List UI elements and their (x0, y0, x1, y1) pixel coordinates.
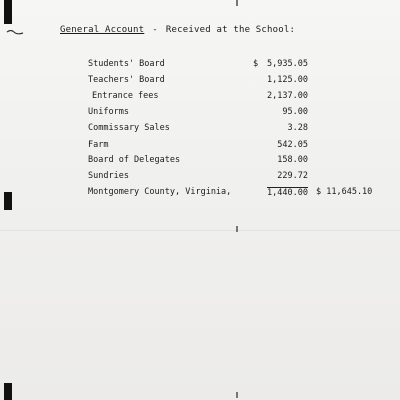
entry-amount: 158.00 (277, 155, 308, 165)
account-heading: General Account (60, 25, 145, 35)
entry-label: Farm (88, 140, 109, 150)
entry-label: Montgomery County, Virginia, (88, 187, 232, 197)
ledger-row (0, 75, 400, 87)
entry-label: Commissary Sales (88, 123, 170, 133)
currency-symbol: $ (253, 59, 259, 69)
binder-hole-mark (4, 383, 12, 400)
title-separator: - (152, 25, 158, 35)
entry-label: Teachers' Board (88, 75, 165, 85)
paper-fold-line (0, 230, 400, 231)
entry-label: Sundries (88, 171, 129, 181)
entry-amount: 542.05 (277, 140, 308, 150)
entry-label: Uniforms (88, 107, 129, 117)
ledger-row (0, 91, 400, 103)
ledger-row (0, 140, 400, 152)
paper-tick-mark (236, 226, 238, 232)
grand-total: $ 11,645.10 (316, 187, 373, 197)
paper-tick-mark (236, 392, 238, 398)
ledger-row (0, 155, 400, 167)
entry-amount: 5,935.05 (267, 59, 308, 69)
entry-label: Students' Board (88, 59, 165, 69)
ledger-row (0, 59, 400, 71)
ledger-row (0, 107, 400, 119)
ledger-row (0, 187, 400, 199)
entry-amount: 1,440.00 (267, 188, 308, 198)
paper-tick-mark (236, 0, 238, 6)
binder-hole-mark (4, 0, 12, 24)
entry-amount: 1,125.00 (267, 75, 308, 85)
entry-amount: 2,137.00 (267, 91, 308, 101)
entry-amount: 229.72 (277, 171, 308, 181)
entry-label: Board of Delegates (88, 155, 181, 165)
pen-check-mark-icon (6, 28, 24, 36)
entry-amount: 3.28 (287, 123, 308, 133)
ledger-row (0, 123, 400, 135)
account-subheading: Received at the School: (165, 25, 296, 35)
entry-label: Entrance fees (92, 91, 159, 101)
entry-amount: 95.00 (282, 107, 308, 117)
ledger-row (0, 171, 400, 183)
account-title-line (60, 25, 295, 35)
